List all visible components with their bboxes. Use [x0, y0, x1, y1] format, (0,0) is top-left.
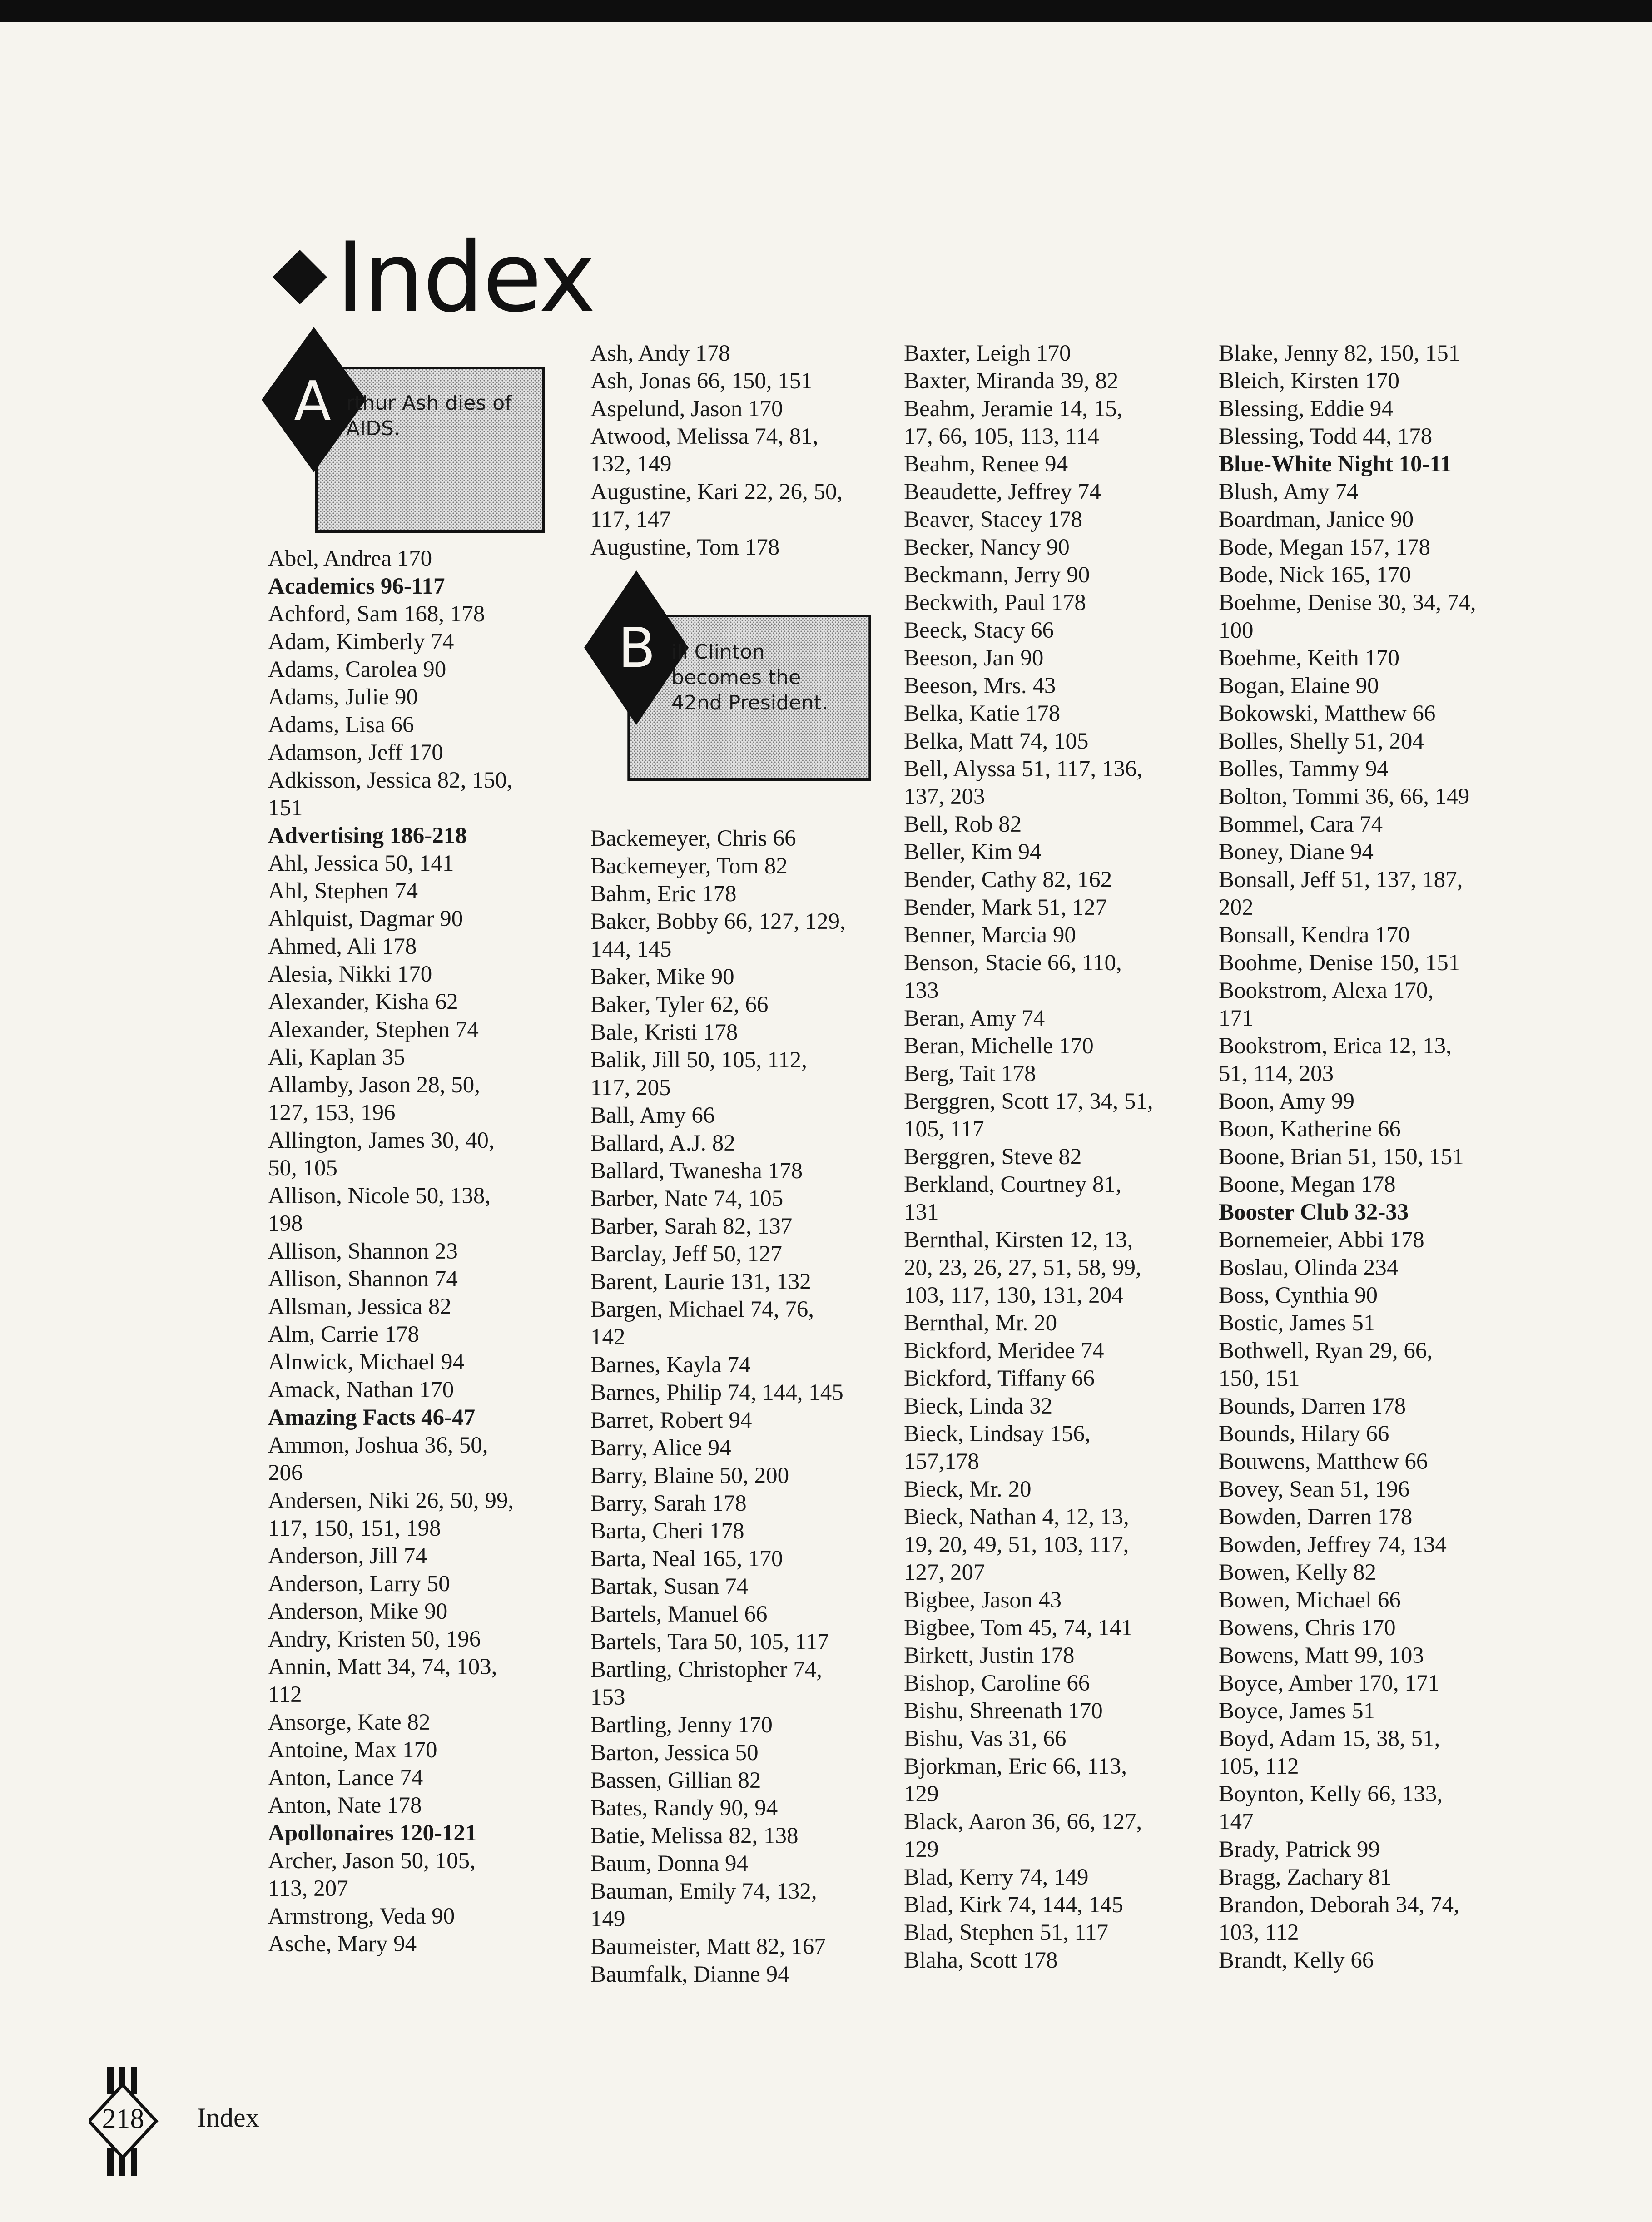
index-entry: 17, 66, 105, 113, 114	[904, 424, 1099, 449]
index-entry: Bornemeier, Abbi 178	[1219, 1227, 1424, 1253]
index-entry: Allison, Shannon 23	[268, 1239, 458, 1264]
index-entry: Bartling, Christopher 74,	[590, 1657, 822, 1682]
index-entry: Belka, Katie 178	[904, 701, 1061, 726]
index-entry: Adamson, Jeff 170	[268, 740, 443, 765]
index-entry: Allsman, Jessica 82	[268, 1294, 451, 1319]
index-entry: Anton, Lance 74	[268, 1765, 423, 1790]
index-entry: Ammon, Joshua 36, 50,	[268, 1433, 488, 1458]
index-entry: Bickford, Meridee 74	[904, 1338, 1104, 1364]
index-entry: Bode, Nick 165, 170	[1219, 562, 1411, 588]
index-entry: Asche, Mary 94	[268, 1931, 417, 1957]
index-entry: 103, 112	[1219, 1920, 1299, 1945]
index-entry: Bovey, Sean 51, 196	[1219, 1477, 1410, 1502]
letter-box-b	[590, 570, 886, 825]
index-entry: Alexander, Stephen 74	[268, 1017, 479, 1042]
index-entry: Becker, Nancy 90	[904, 535, 1070, 560]
letter-b: B	[618, 617, 656, 680]
index-entry: 153	[590, 1685, 625, 1710]
index-entry: Berggren, Scott 17, 34, 51,	[904, 1089, 1153, 1114]
index-entry: Batie, Melissa 82, 138	[590, 1823, 799, 1849]
index-entry: Boslau, Olinda 234	[1219, 1255, 1399, 1280]
index-entry: Bishu, Shreenath 170	[904, 1698, 1103, 1724]
box-b-caption-line: 42nd President.	[671, 691, 828, 714]
index-entry: Adams, Carolea 90	[268, 657, 446, 682]
index-entry: Ash, Andy 178	[590, 341, 730, 366]
index-entry: 131	[904, 1200, 939, 1225]
index-entry: 105, 117	[904, 1116, 984, 1142]
letter-a: A	[293, 370, 332, 433]
index-entry: Bostic, James 51	[1219, 1310, 1375, 1336]
index-entry: Bode, Megan 157, 178	[1219, 535, 1431, 560]
index-entry: 129	[904, 1837, 939, 1862]
index-entry: Blad, Stephen 51, 117	[904, 1920, 1108, 1945]
index-entry: Bookstrom, Erica 12, 13,	[1219, 1033, 1452, 1059]
index-section-heading: Apollonaires 120-121	[268, 1820, 477, 1846]
index-entry: 19, 20, 49, 51, 103, 117,	[904, 1532, 1129, 1557]
index-entry: Barry, Alice 94	[590, 1435, 731, 1461]
index-entry: Benson, Stacie 66, 110,	[904, 950, 1122, 976]
entries-list	[268, 545, 563, 1958]
index-entry: Bommel, Cara 74	[1219, 812, 1383, 837]
index-entry: 127, 207	[904, 1560, 985, 1585]
index-column-4	[1219, 340, 1514, 1974]
index-entry: Bowens, Matt 99, 103	[1219, 1643, 1424, 1668]
index-entry: Blush, Amy 74	[1219, 479, 1359, 505]
letter-box-a	[268, 318, 563, 545]
index-entry: 51, 114, 203	[1219, 1061, 1334, 1086]
index-entry: Blessing, Todd 44, 178	[1219, 424, 1433, 449]
index-column-2	[590, 340, 886, 1989]
index-entry: Augustine, Kari 22, 26, 50,	[590, 479, 843, 505]
index-entry: Beeson, Mrs. 43	[904, 673, 1056, 699]
index-entry: Baker, Mike 90	[590, 964, 734, 990]
index-entry: Brandon, Deborah 34, 74,	[1219, 1892, 1459, 1918]
index-entry: Boehme, Keith 170	[1219, 645, 1400, 671]
index-entry: Boney, Diane 94	[1219, 839, 1374, 865]
index-entry: Bowens, Chris 170	[1219, 1615, 1396, 1641]
index-entry: Bolles, Tammy 94	[1219, 756, 1389, 782]
index-entry: 206	[268, 1460, 303, 1486]
index-entry: Bickford, Tiffany 66	[904, 1366, 1095, 1391]
index-section-heading: Booster Club 32-33	[1219, 1200, 1409, 1225]
index-entry: Blad, Kirk 74, 144, 145	[904, 1892, 1124, 1918]
index-entry: Balik, Jill 50, 105, 112,	[590, 1047, 807, 1073]
index-entry: Bowden, Darren 178	[1219, 1504, 1413, 1530]
index-entry: Bjorkman, Eric 66, 113,	[904, 1754, 1127, 1779]
top-border-bar	[0, 0, 1652, 22]
index-entry: Birkett, Justin 178	[904, 1643, 1075, 1668]
index-entry: Bragg, Zachary 81	[1219, 1865, 1392, 1890]
page-number-badge	[89, 2067, 189, 2176]
index-entry: Berg, Tait 178	[904, 1061, 1036, 1086]
index-entry: 151	[268, 795, 303, 821]
index-entry: Anton, Nate 178	[268, 1793, 422, 1818]
index-entry: Bahm, Eric 178	[590, 881, 737, 907]
index-entry: Boohme, Denise 150, 151	[1219, 950, 1460, 976]
index-entry: Bokowski, Matthew 66	[1219, 701, 1436, 726]
index-entry: 129	[904, 1781, 939, 1807]
index-entry: 147	[1219, 1809, 1254, 1835]
index-entry: Ahlquist, Dagmar 90	[268, 906, 463, 932]
index-entry: Bounds, Hilary 66	[1219, 1421, 1389, 1447]
index-entry: Barry, Blaine 50, 200	[590, 1463, 789, 1488]
index-entry: 112	[268, 1682, 302, 1707]
index-entry: 202	[1219, 895, 1254, 920]
index-entry: 117, 150, 151, 198	[268, 1516, 441, 1541]
index-entry: 50, 105	[268, 1156, 337, 1181]
index-entry: 144, 145	[590, 937, 672, 962]
index-entry: Barent, Laurie 131, 132	[590, 1269, 811, 1295]
index-entry: Bowen, Michael 66	[1219, 1587, 1401, 1613]
index-entry: Bieck, Linda 32	[904, 1394, 1053, 1419]
index-entry: 103, 117, 130, 131, 204	[904, 1283, 1123, 1308]
index-entry: Antoine, Max 170	[268, 1737, 437, 1763]
index-entry: 198	[268, 1211, 303, 1236]
index-entry: 100	[1219, 618, 1254, 643]
entries-list	[1219, 340, 1514, 1974]
index-entry: Benner, Marcia 90	[904, 923, 1076, 948]
index-entry: Ahmed, Ali 178	[268, 934, 417, 959]
index-entry: Bauman, Emily 74, 132,	[590, 1879, 817, 1904]
page-title-text: Index	[336, 221, 595, 333]
index-entry: Bender, Mark 51, 127	[904, 895, 1107, 920]
index-entry: Brady, Patrick 99	[1219, 1837, 1380, 1862]
index-entry: 105, 112	[1219, 1754, 1299, 1779]
index-column-1	[268, 318, 563, 1958]
index-entry: Ballard, A.J. 82	[590, 1131, 735, 1156]
index-entry: Atwood, Melissa 74, 81,	[590, 424, 819, 449]
index-entry: Baumeister, Matt 82, 167	[590, 1934, 826, 1959]
index-entry: Bigbee, Tom 45, 74, 141	[904, 1615, 1133, 1641]
index-entry: 127, 153, 196	[268, 1100, 396, 1126]
index-entry: Bell, Rob 82	[904, 812, 1022, 837]
index-entry: Bishop, Caroline 66	[904, 1671, 1090, 1696]
index-entry: Bates, Randy 90, 94	[590, 1795, 778, 1821]
index-entry: Allington, James 30, 40,	[268, 1128, 495, 1153]
index-entry: Boone, Brian 51, 150, 151	[1219, 1144, 1464, 1170]
index-entry: Boon, Katherine 66	[1219, 1116, 1401, 1142]
diamond-bullet-icon	[273, 250, 327, 304]
box-b-caption	[671, 640, 828, 716]
index-entry: Blad, Kerry 74, 149	[904, 1865, 1089, 1890]
index-entry: Andersen, Niki 26, 50, 99,	[268, 1488, 514, 1513]
index-entry: Adam, Kimberly 74	[268, 629, 454, 655]
index-entry: 150, 151	[1219, 1366, 1300, 1391]
index-entry: Barber, Sarah 82, 137	[590, 1214, 793, 1239]
index-entry: Beran, Michelle 170	[904, 1033, 1094, 1059]
index-entry: 137, 203	[904, 784, 985, 809]
index-entry: Bolles, Shelly 51, 204	[1219, 729, 1424, 754]
box-a-caption	[346, 391, 512, 441]
index-entry: Allamby, Jason 28, 50,	[268, 1072, 480, 1098]
index-entry: Adams, Lisa 66	[268, 712, 414, 738]
index-entry: Bieck, Lindsay 156,	[904, 1421, 1091, 1447]
footer-section-label: Index	[197, 2103, 259, 2133]
index-entry: Ahl, Stephen 74	[268, 878, 418, 904]
index-entry: Alm, Carrie 178	[268, 1322, 419, 1347]
entries-list	[590, 825, 886, 1989]
index-entry: Boardman, Janice 90	[1219, 507, 1414, 532]
index-entry: Bartels, Manuel 66	[590, 1602, 768, 1627]
page-number: 218	[102, 2103, 144, 2134]
index-entry: Augustine, Tom 178	[590, 535, 780, 560]
index-entry: Boss, Cynthia 90	[1219, 1283, 1378, 1308]
index-entry: Blessing, Eddie 94	[1219, 396, 1393, 422]
index-entry: 113, 207	[268, 1876, 348, 1901]
index-entry: Bonsall, Kendra 170	[1219, 923, 1410, 948]
index-entry: Alnwick, Michael 94	[268, 1349, 464, 1375]
index-entry: Blaha, Scott 178	[904, 1948, 1058, 1973]
index-entry: Adams, Julie 90	[268, 684, 418, 710]
index-entry: Boone, Megan 178	[1219, 1172, 1396, 1197]
box-b-caption-line: becomes the	[671, 666, 801, 689]
index-entry: Bartak, Susan 74	[590, 1574, 749, 1599]
index-entry: Bassen, Gillian 82	[590, 1768, 761, 1793]
index-entry: Alexander, Kisha 62	[268, 989, 458, 1015]
index-entry: Annin, Matt 34, 74, 103,	[268, 1654, 497, 1680]
index-entry: Achford, Sam 168, 178	[268, 601, 485, 627]
index-entry: Ahl, Jessica 50, 141	[268, 851, 454, 876]
index-entry: 117, 147	[590, 507, 671, 532]
index-entry: Baum, Donna 94	[590, 1851, 749, 1876]
index-entry: Bernthal, Kirsten 12, 13,	[904, 1227, 1133, 1253]
index-entry: Boehme, Denise 30, 34, 74,	[1219, 590, 1476, 615]
index-entry: Amack, Nathan 170	[268, 1377, 454, 1403]
index-entry: Barnes, Philip 74, 144, 145	[590, 1380, 843, 1405]
index-entry: Berkland, Courtney 81,	[904, 1172, 1121, 1197]
index-entry: Alesia, Nikki 170	[268, 962, 432, 987]
index-entry: Bolton, Tommi 36, 66, 149	[1219, 784, 1470, 809]
index-entry: Boyce, Amber 170, 171	[1219, 1671, 1439, 1696]
index-entry: Allison, Nicole 50, 138,	[268, 1183, 491, 1209]
index-entry: 117, 205	[590, 1075, 671, 1101]
index-entry: Aspelund, Jason 170	[590, 396, 783, 422]
index-entry: Backemeyer, Chris 66	[590, 826, 796, 851]
index-entry: Beckmann, Jerry 90	[904, 562, 1090, 588]
index-entry: Beckwith, Paul 178	[904, 590, 1086, 615]
index-entry: 132, 149	[590, 451, 672, 477]
index-entry: Bieck, Mr. 20	[904, 1477, 1032, 1502]
index-entry: Barret, Robert 94	[590, 1408, 752, 1433]
entries-list	[590, 340, 886, 561]
index-entry: Beran, Amy 74	[904, 1006, 1045, 1031]
index-entry: Baumfalk, Dianne 94	[590, 1962, 789, 1987]
index-entry: Anderson, Larry 50	[268, 1571, 450, 1597]
index-entry: Bell, Alyssa 51, 117, 136,	[904, 756, 1143, 782]
index-section-heading: Amazing Facts 46-47	[268, 1405, 476, 1430]
page-title	[273, 221, 595, 333]
index-entry: Bartling, Jenny 170	[590, 1712, 773, 1738]
index-entry: Ball, Amy 66	[590, 1103, 715, 1128]
index-entry: Barta, Cheri 178	[590, 1518, 744, 1544]
index-entry: 149	[590, 1906, 625, 1932]
index-entry: Adkisson, Jessica 82, 150,	[268, 768, 513, 793]
index-entry: Belka, Matt 74, 105	[904, 729, 1089, 754]
index-entry: Barton, Jessica 50	[590, 1740, 759, 1766]
box-a-caption-line: rthur Ash dies of	[346, 392, 512, 415]
index-entry: Beahm, Jeramie 14, 15,	[904, 396, 1123, 422]
index-entry: Baker, Bobby 66, 127, 129,	[590, 909, 846, 934]
index-entry: Beller, Kim 94	[904, 839, 1042, 865]
index-section-heading: Advertising 186-218	[268, 823, 467, 848]
index-entry: Ballard, Twanesha 178	[590, 1158, 803, 1184]
box-a-caption-line: AIDS.	[346, 417, 400, 440]
index-entry: Andry, Kristen 50, 196	[268, 1627, 481, 1652]
index-entry: 20, 23, 26, 27, 51, 58, 99,	[904, 1255, 1141, 1280]
index-entry: Beaudette, Jeffrey 74	[904, 479, 1101, 505]
index-entry: Bonsall, Jeff 51, 137, 187,	[1219, 867, 1463, 893]
index-entry: Baxter, Miranda 39, 82	[904, 368, 1119, 394]
index-entry: Bookstrom, Alexa 170,	[1219, 978, 1434, 1003]
index-entry: Blake, Jenny 82, 150, 151	[1219, 341, 1460, 366]
index-column-3	[904, 340, 1199, 1974]
index-entry: Berggren, Steve 82	[904, 1144, 1082, 1170]
index-entry: Anderson, Jill 74	[268, 1543, 427, 1569]
index-entry: Beeson, Jan 90	[904, 645, 1044, 671]
entries-list	[904, 340, 1199, 1974]
index-entry: Bleich, Kirsten 170	[1219, 368, 1400, 394]
index-entry: Barnes, Kayla 74	[590, 1352, 751, 1378]
index-entry: Boynton, Kelly 66, 133,	[1219, 1781, 1443, 1807]
index-entry: Bargen, Michael 74, 76,	[590, 1297, 814, 1322]
index-entry: Boyd, Adam 15, 38, 51,	[1219, 1726, 1440, 1751]
index-entry: Bender, Cathy 82, 162	[904, 867, 1112, 893]
index-entry: Brandt, Kelly 66	[1219, 1948, 1374, 1973]
box-b-caption-line: ill Clinton	[671, 640, 765, 664]
index-entry: Beaver, Stacey 178	[904, 507, 1083, 532]
index-section-heading: Blue-White Night 10-11	[1219, 451, 1452, 477]
index-entry: Barta, Neal 165, 170	[590, 1546, 783, 1572]
index-entry: Ali, Kaplan 35	[268, 1045, 405, 1070]
index-entry: Archer, Jason 50, 105,	[268, 1848, 476, 1874]
index-entry: Ansorge, Kate 82	[268, 1710, 431, 1735]
index-section-heading: Academics 96-117	[268, 574, 445, 599]
index-entry: Bowden, Jeffrey 74, 134	[1219, 1532, 1447, 1557]
index-entry: Bounds, Darren 178	[1219, 1394, 1406, 1419]
index-entry: Bieck, Nathan 4, 12, 13,	[904, 1504, 1129, 1530]
index-entry: Barber, Nate 74, 105	[590, 1186, 784, 1211]
index-entry: Anderson, Mike 90	[268, 1599, 448, 1624]
index-entry: Bishu, Vas 31, 66	[904, 1726, 1067, 1751]
index-entry: Bogan, Elaine 90	[1219, 673, 1379, 699]
index-entry: Allison, Shannon 74	[268, 1266, 458, 1292]
index-entry: Abel, Andrea 170	[268, 546, 432, 571]
index-entry: 133	[904, 978, 939, 1003]
index-entry: Boon, Amy 99	[1219, 1089, 1354, 1114]
index-entry: Bouwens, Matthew 66	[1219, 1449, 1428, 1474]
index-entry: Barry, Sarah 178	[590, 1491, 747, 1516]
index-entry: Baker, Tyler 62, 66	[590, 992, 769, 1017]
index-entry: Ash, Jonas 66, 150, 151	[590, 368, 813, 394]
index-entry: Bale, Kristi 178	[590, 1020, 738, 1045]
index-entry: Bothwell, Ryan 29, 66,	[1219, 1338, 1433, 1364]
index-entry: 142	[590, 1324, 625, 1350]
index-entry: Baxter, Leigh 170	[904, 341, 1071, 366]
index-entry: Backemeyer, Tom 82	[590, 853, 788, 879]
index-entry: Black, Aaron 36, 66, 127,	[904, 1809, 1142, 1835]
index-entry: Armstrong, Veda 90	[268, 1904, 455, 1929]
index-entry: Bigbee, Jason 43	[904, 1587, 1062, 1613]
index-entry: 171	[1219, 1006, 1254, 1031]
index-entry: Bowen, Kelly 82	[1219, 1560, 1377, 1585]
index-entry: Bernthal, Mr. 20	[904, 1310, 1057, 1336]
index-entry: Bartels, Tara 50, 105, 117	[590, 1629, 829, 1655]
index-entry: 157,178	[904, 1449, 979, 1474]
index-entry: Boyce, James 51	[1219, 1698, 1375, 1724]
index-entry: Beahm, Renee 94	[904, 451, 1068, 477]
index-entry: Barclay, Jeff 50, 127	[590, 1241, 783, 1267]
index-entry: Beeck, Stacy 66	[904, 618, 1054, 643]
